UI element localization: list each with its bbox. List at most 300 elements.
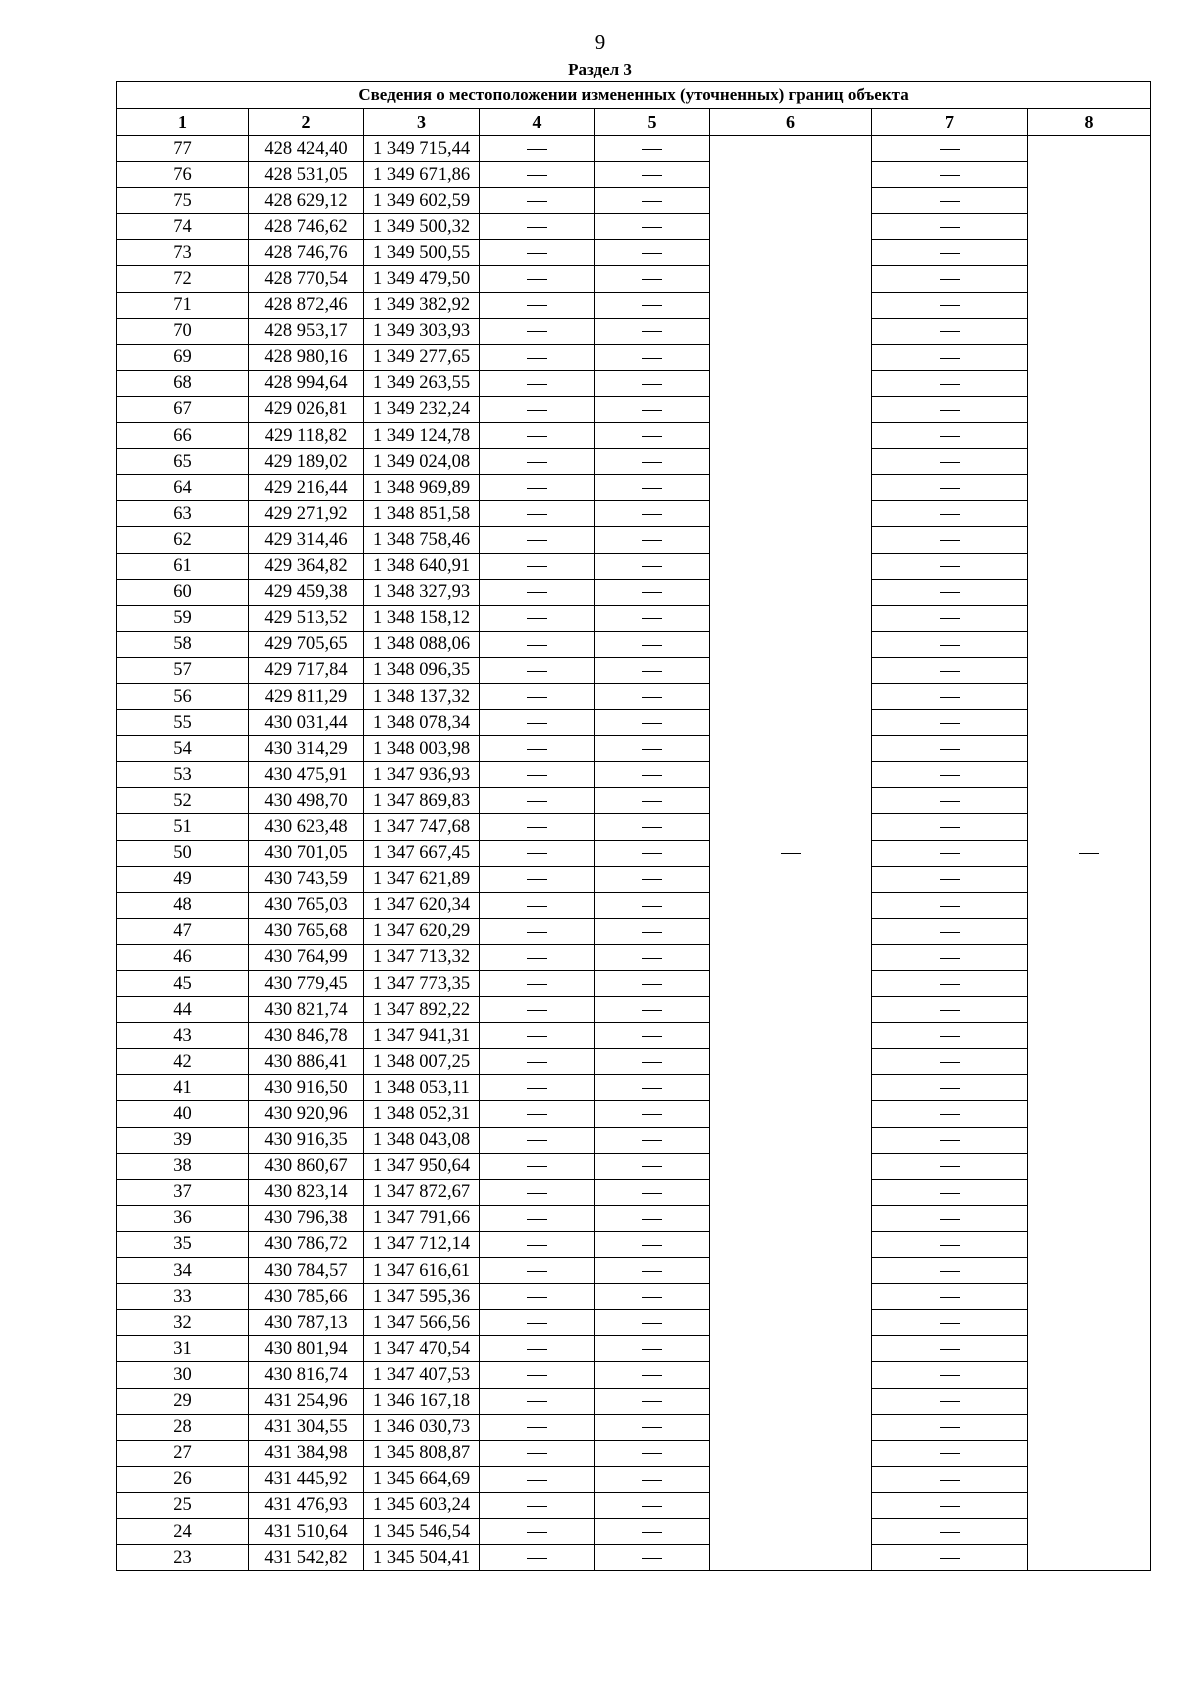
col7-dash-cell	[872, 1049, 1028, 1075]
dash-mark	[940, 462, 960, 463]
dash-mark	[642, 1036, 662, 1037]
dash-mark	[940, 697, 960, 698]
dash-mark	[527, 671, 547, 672]
col5-dash-cell	[595, 631, 710, 657]
x-coordinate-cell: 428 770,54	[249, 266, 364, 292]
dash-mark	[642, 1480, 662, 1481]
dash-mark	[940, 1453, 960, 1454]
y-coordinate-cell: 1 347 941,31	[364, 1023, 480, 1049]
dash-mark	[642, 540, 662, 541]
x-coordinate-cell: 430 623,48	[249, 814, 364, 840]
point-number-cell: 76	[117, 162, 249, 188]
dash-mark	[642, 671, 662, 672]
dash-mark	[940, 1010, 960, 1011]
dash-mark	[642, 436, 662, 437]
col4-dash-cell	[480, 1492, 595, 1518]
x-coordinate-cell: 428 994,64	[249, 370, 364, 396]
dash-mark	[940, 384, 960, 385]
point-number-cell: 37	[117, 1179, 249, 1205]
x-coordinate-cell: 428 953,17	[249, 318, 364, 344]
col4-dash-cell	[480, 1127, 595, 1153]
col5-dash-cell	[595, 918, 710, 944]
col5-dash-cell	[595, 475, 710, 501]
dash-mark	[527, 175, 547, 176]
column-header: 3	[364, 109, 480, 136]
point-number-cell: 58	[117, 631, 249, 657]
col6-merged-cell	[710, 136, 872, 1571]
table-row	[117, 344, 1151, 370]
col4-dash-cell	[480, 814, 595, 840]
col5-dash-cell	[595, 710, 710, 736]
y-coordinate-cell: 1 349 671,86	[364, 162, 480, 188]
point-number-cell: 43	[117, 1023, 249, 1049]
col5-dash-cell	[595, 1336, 710, 1362]
col5-dash-cell	[595, 527, 710, 553]
col5-dash-cell	[595, 188, 710, 214]
x-coordinate-cell: 430 787,13	[249, 1310, 364, 1336]
col4-dash-cell	[480, 1388, 595, 1414]
y-coordinate-cell: 1 348 158,12	[364, 605, 480, 631]
y-coordinate-cell: 1 347 566,56	[364, 1310, 480, 1336]
col7-dash-cell	[872, 1440, 1028, 1466]
x-coordinate-cell: 428 872,46	[249, 292, 364, 318]
dash-mark	[642, 175, 662, 176]
dash-mark	[527, 514, 547, 515]
x-coordinate-cell: 430 786,72	[249, 1231, 364, 1257]
y-coordinate-cell: 1 349 500,55	[364, 240, 480, 266]
col7-dash-cell	[872, 292, 1028, 318]
dash-mark	[781, 853, 801, 854]
dash-mark	[940, 1480, 960, 1481]
dash-mark	[940, 984, 960, 985]
dash-mark	[940, 1193, 960, 1194]
table-row	[117, 292, 1151, 318]
x-coordinate-cell: 428 424,40	[249, 136, 364, 162]
col7-dash-cell	[872, 396, 1028, 422]
point-number-cell: 42	[117, 1049, 249, 1075]
y-coordinate-cell: 1 348 096,35	[364, 657, 480, 683]
y-coordinate-cell: 1 348 758,46	[364, 527, 480, 553]
dash-mark	[642, 1323, 662, 1324]
col4-dash-cell	[480, 1049, 595, 1075]
dash-mark	[642, 697, 662, 698]
dash-mark	[642, 592, 662, 593]
point-number-cell: 77	[117, 136, 249, 162]
x-coordinate-cell: 430 779,45	[249, 971, 364, 997]
table-row	[117, 370, 1151, 396]
table-row	[117, 1310, 1151, 1336]
col7-dash-cell	[872, 162, 1028, 188]
y-coordinate-cell: 1 349 024,08	[364, 449, 480, 475]
dash-mark	[527, 1375, 547, 1376]
col7-dash-cell	[872, 944, 1028, 970]
dash-mark	[527, 906, 547, 907]
col7-dash-cell	[872, 1310, 1028, 1336]
col7-dash-cell	[872, 1075, 1028, 1101]
y-coordinate-cell: 1 347 791,66	[364, 1205, 480, 1231]
column-header-row	[117, 109, 1151, 136]
col4-dash-cell	[480, 1466, 595, 1492]
point-number-cell: 29	[117, 1388, 249, 1414]
point-number-cell: 60	[117, 579, 249, 605]
col5-dash-cell	[595, 266, 710, 292]
dash-mark	[940, 879, 960, 880]
col7-dash-cell	[872, 318, 1028, 344]
y-coordinate-cell: 1 345 664,69	[364, 1466, 480, 1492]
col5-dash-cell	[595, 344, 710, 370]
dash-mark	[527, 1349, 547, 1350]
col4-dash-cell	[480, 162, 595, 188]
table-row	[117, 1388, 1151, 1414]
table-row	[117, 1466, 1151, 1492]
table-row	[117, 318, 1151, 344]
dash-mark	[940, 1401, 960, 1402]
dash-mark	[527, 540, 547, 541]
col7-dash-cell	[872, 240, 1028, 266]
dash-mark	[642, 149, 662, 150]
col5-dash-cell	[595, 1310, 710, 1336]
col7-dash-cell	[872, 1388, 1028, 1414]
table-row	[117, 1440, 1151, 1466]
col4-dash-cell	[480, 1518, 595, 1544]
dash-mark	[642, 749, 662, 750]
table-row	[117, 1179, 1151, 1205]
dash-mark	[940, 1219, 960, 1220]
x-coordinate-cell: 429 271,92	[249, 501, 364, 527]
dash-mark	[940, 514, 960, 515]
dash-mark	[527, 488, 547, 489]
col7-dash-cell	[872, 683, 1028, 709]
point-number-cell: 47	[117, 918, 249, 944]
table-body	[117, 136, 1151, 1571]
dash-mark	[940, 175, 960, 176]
column-header: 8	[1028, 109, 1151, 136]
dash-mark	[642, 801, 662, 802]
dash-mark	[527, 1532, 547, 1533]
col5-dash-cell	[595, 1258, 710, 1284]
dash-mark	[642, 1140, 662, 1141]
col8-merged-cell	[1028, 136, 1151, 1571]
table-row	[117, 762, 1151, 788]
point-number-cell: 27	[117, 1440, 249, 1466]
table-row	[117, 1231, 1151, 1257]
x-coordinate-cell: 429 705,65	[249, 631, 364, 657]
table-row	[117, 631, 1151, 657]
dash-mark	[527, 1245, 547, 1246]
dash-mark	[527, 618, 547, 619]
col5-dash-cell	[595, 1492, 710, 1518]
x-coordinate-cell: 430 823,14	[249, 1179, 364, 1205]
dash-mark	[527, 1088, 547, 1089]
x-coordinate-cell: 428 980,16	[249, 344, 364, 370]
col7-dash-cell	[872, 605, 1028, 631]
y-coordinate-cell: 1 349 277,65	[364, 344, 480, 370]
col4-dash-cell	[480, 944, 595, 970]
table-caption: Сведения о местоположении измененных (уточненных) границ объекта	[117, 82, 1151, 109]
dash-mark	[940, 1245, 960, 1246]
col4-dash-cell	[480, 475, 595, 501]
dash-mark	[940, 279, 960, 280]
y-coordinate-cell: 1 347 712,14	[364, 1231, 480, 1257]
table-row	[117, 1492, 1151, 1518]
dash-mark	[642, 1193, 662, 1194]
col4-dash-cell	[480, 318, 595, 344]
col7-dash-cell	[872, 1284, 1028, 1310]
point-number-cell: 36	[117, 1205, 249, 1231]
dash-mark	[642, 1219, 662, 1220]
dash-mark	[940, 540, 960, 541]
point-number-cell: 45	[117, 971, 249, 997]
y-coordinate-cell: 1 349 715,44	[364, 136, 480, 162]
y-coordinate-cell: 1 349 479,50	[364, 266, 480, 292]
col4-dash-cell	[480, 1545, 595, 1571]
y-coordinate-cell: 1 345 808,87	[364, 1440, 480, 1466]
col7-dash-cell	[872, 1153, 1028, 1179]
x-coordinate-cell: 428 629,12	[249, 188, 364, 214]
point-number-cell: 53	[117, 762, 249, 788]
col7-dash-cell	[872, 501, 1028, 527]
table-row	[117, 892, 1151, 918]
dash-mark	[527, 462, 547, 463]
dash-mark	[940, 1558, 960, 1559]
col4-dash-cell	[480, 1362, 595, 1388]
col4-dash-cell	[480, 449, 595, 475]
table-row	[117, 1362, 1151, 1388]
y-coordinate-cell: 1 349 602,59	[364, 188, 480, 214]
x-coordinate-cell: 431 304,55	[249, 1414, 364, 1440]
point-number-cell: 33	[117, 1284, 249, 1310]
col4-dash-cell	[480, 214, 595, 240]
point-number-cell: 34	[117, 1258, 249, 1284]
col5-dash-cell	[595, 1101, 710, 1127]
dash-mark	[642, 1297, 662, 1298]
dash-mark	[527, 331, 547, 332]
dash-mark	[642, 645, 662, 646]
dash-mark	[527, 775, 547, 776]
col5-dash-cell	[595, 892, 710, 918]
table-row	[117, 683, 1151, 709]
col5-dash-cell	[595, 683, 710, 709]
col5-dash-cell	[595, 136, 710, 162]
col4-dash-cell	[480, 1310, 595, 1336]
col4-dash-cell	[480, 892, 595, 918]
col4-dash-cell	[480, 579, 595, 605]
x-coordinate-cell: 430 796,38	[249, 1205, 364, 1231]
point-number-cell: 64	[117, 475, 249, 501]
col7-dash-cell	[872, 971, 1028, 997]
table-row	[117, 736, 1151, 762]
col5-dash-cell	[595, 657, 710, 683]
col4-dash-cell	[480, 1153, 595, 1179]
x-coordinate-cell: 430 801,94	[249, 1336, 364, 1362]
col4-dash-cell	[480, 266, 595, 292]
dash-mark	[527, 410, 547, 411]
table-row	[117, 1075, 1151, 1101]
point-number-cell: 48	[117, 892, 249, 918]
col5-dash-cell	[595, 814, 710, 840]
y-coordinate-cell: 1 345 546,54	[364, 1518, 480, 1544]
x-coordinate-cell: 430 743,59	[249, 866, 364, 892]
col5-dash-cell	[595, 1153, 710, 1179]
col5-dash-cell	[595, 214, 710, 240]
y-coordinate-cell: 1 348 078,34	[364, 710, 480, 736]
table-row	[117, 579, 1151, 605]
table-row	[117, 1101, 1151, 1127]
y-coordinate-cell: 1 348 640,91	[364, 553, 480, 579]
dash-mark	[642, 1532, 662, 1533]
point-number-cell: 30	[117, 1362, 249, 1388]
y-coordinate-cell: 1 348 052,31	[364, 1101, 480, 1127]
dash-mark	[1079, 853, 1099, 854]
point-number-cell: 73	[117, 240, 249, 266]
point-number-cell: 24	[117, 1518, 249, 1544]
y-coordinate-cell: 1 348 327,93	[364, 579, 480, 605]
col7-dash-cell	[872, 370, 1028, 396]
dash-mark	[642, 775, 662, 776]
section-title: Раздел 3	[568, 60, 632, 79]
dash-mark	[940, 592, 960, 593]
dash-mark	[940, 201, 960, 202]
col7-dash-cell	[872, 736, 1028, 762]
y-coordinate-cell: 1 349 500,32	[364, 214, 480, 240]
point-number-cell: 74	[117, 214, 249, 240]
table-row	[117, 814, 1151, 840]
point-number-cell: 54	[117, 736, 249, 762]
col4-dash-cell	[480, 1023, 595, 1049]
col4-dash-cell	[480, 527, 595, 553]
col7-dash-cell	[872, 1336, 1028, 1362]
col4-dash-cell	[480, 1231, 595, 1257]
col4-dash-cell	[480, 501, 595, 527]
dash-mark	[527, 384, 547, 385]
col4-dash-cell	[480, 788, 595, 814]
col5-dash-cell	[595, 840, 710, 866]
table-row	[117, 1518, 1151, 1544]
col5-dash-cell	[595, 1466, 710, 1492]
col5-dash-cell	[595, 1205, 710, 1231]
col4-dash-cell	[480, 1101, 595, 1127]
table-row	[117, 1023, 1151, 1049]
dash-mark	[527, 1219, 547, 1220]
col4-dash-cell	[480, 1414, 595, 1440]
col4-dash-cell	[480, 997, 595, 1023]
dash-mark	[940, 1349, 960, 1350]
y-coordinate-cell: 1 349 232,24	[364, 396, 480, 422]
dash-mark	[527, 1480, 547, 1481]
point-number-cell: 23	[117, 1545, 249, 1571]
table-row	[117, 188, 1151, 214]
col5-dash-cell	[595, 866, 710, 892]
table-row	[117, 1336, 1151, 1362]
dash-mark	[642, 1062, 662, 1063]
col7-dash-cell	[872, 1362, 1028, 1388]
col7-dash-cell	[872, 788, 1028, 814]
dash-mark	[527, 566, 547, 567]
col7-dash-cell	[872, 631, 1028, 657]
dash-mark	[527, 1062, 547, 1063]
x-coordinate-cell: 430 784,57	[249, 1258, 364, 1284]
col7-dash-cell	[872, 1205, 1028, 1231]
x-coordinate-cell: 431 542,82	[249, 1545, 364, 1571]
x-coordinate-cell: 430 916,50	[249, 1075, 364, 1101]
dash-mark	[527, 305, 547, 306]
col4-dash-cell	[480, 1284, 595, 1310]
point-number-cell: 38	[117, 1153, 249, 1179]
dash-mark	[642, 1453, 662, 1454]
col5-dash-cell	[595, 1414, 710, 1440]
x-coordinate-cell: 430 846,78	[249, 1023, 364, 1049]
col4-dash-cell	[480, 370, 595, 396]
x-coordinate-cell: 430 764,99	[249, 944, 364, 970]
col7-dash-cell	[872, 136, 1028, 162]
col4-dash-cell	[480, 188, 595, 214]
dash-mark	[940, 645, 960, 646]
x-coordinate-cell: 431 476,93	[249, 1492, 364, 1518]
table-row	[117, 214, 1151, 240]
dash-mark	[527, 1506, 547, 1507]
dash-mark	[527, 227, 547, 228]
col5-dash-cell	[595, 1545, 710, 1571]
x-coordinate-cell: 430 886,41	[249, 1049, 364, 1075]
dash-mark	[940, 1271, 960, 1272]
point-number-cell: 46	[117, 944, 249, 970]
col4-dash-cell	[480, 736, 595, 762]
col7-dash-cell	[872, 1258, 1028, 1284]
table-row	[117, 657, 1151, 683]
dash-mark	[527, 592, 547, 593]
col5-dash-cell	[595, 240, 710, 266]
column-header: 4	[480, 109, 595, 136]
table-row	[117, 1284, 1151, 1310]
col4-dash-cell	[480, 683, 595, 709]
point-number-cell: 51	[117, 814, 249, 840]
table-row	[117, 840, 1151, 866]
y-coordinate-cell: 1 347 620,34	[364, 892, 480, 918]
x-coordinate-cell: 428 531,05	[249, 162, 364, 188]
col5-dash-cell	[595, 396, 710, 422]
x-coordinate-cell: 429 717,84	[249, 657, 364, 683]
y-coordinate-cell: 1 347 616,61	[364, 1258, 480, 1284]
table-row	[117, 944, 1151, 970]
table-row	[117, 1127, 1151, 1153]
dash-mark	[940, 1375, 960, 1376]
y-coordinate-cell: 1 349 263,55	[364, 370, 480, 396]
y-coordinate-cell: 1 347 872,67	[364, 1179, 480, 1205]
col4-dash-cell	[480, 136, 595, 162]
col4-dash-cell	[480, 657, 595, 683]
col7-dash-cell	[872, 997, 1028, 1023]
col5-dash-cell	[595, 449, 710, 475]
dash-mark	[527, 1401, 547, 1402]
dash-mark	[527, 436, 547, 437]
x-coordinate-cell: 429 189,02	[249, 449, 364, 475]
dash-mark	[642, 488, 662, 489]
point-number-cell: 25	[117, 1492, 249, 1518]
x-coordinate-cell: 430 916,35	[249, 1127, 364, 1153]
y-coordinate-cell: 1 349 124,78	[364, 423, 480, 449]
dash-mark	[940, 1088, 960, 1089]
table-row	[117, 1545, 1151, 1571]
dash-mark	[642, 827, 662, 828]
dash-mark	[940, 1114, 960, 1115]
dash-mark	[527, 1036, 547, 1037]
dash-mark	[940, 1166, 960, 1167]
y-coordinate-cell: 1 347 595,36	[364, 1284, 480, 1310]
y-coordinate-cell: 1 345 603,24	[364, 1492, 480, 1518]
point-number-cell: 59	[117, 605, 249, 631]
col7-dash-cell	[872, 423, 1028, 449]
dash-mark	[642, 723, 662, 724]
